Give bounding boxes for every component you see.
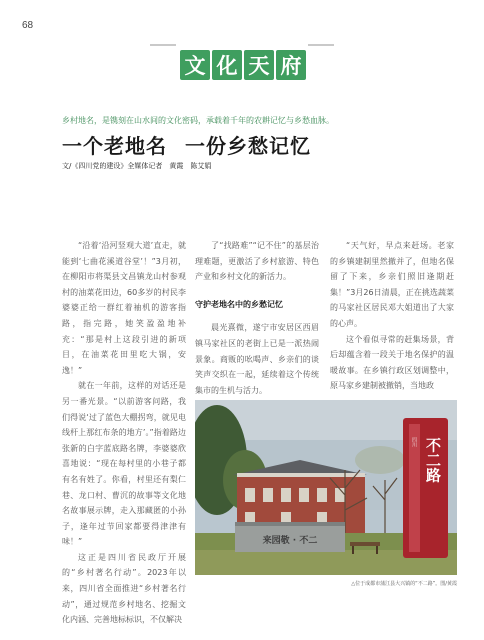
paragraph: “天气好，早点来赶场。老家的乡镇建制里然撤并了，但地名保留了下来，乡亲们照旧逢期赶集！”3月26日清晨，正在挑选蔬菜的马家社区居民邓大姐道出了大家的心声。 [330, 241, 454, 328]
banner-rule-left [150, 44, 176, 46]
title-part-1: 一个老地名 [62, 134, 167, 158]
banner-char: 天 [244, 50, 274, 80]
text-column-1 [62, 238, 186, 628]
banner-rule-right [308, 44, 334, 46]
sign-small-text: 四川 [411, 437, 417, 447]
article-photo [195, 400, 457, 575]
photo-caption: △位于成都市蒲江县大兴镇的“不二路”。图/黄霞 [351, 581, 457, 587]
page-number: 68 [22, 20, 34, 31]
paragraph: 晨光熹微，遂宁市安居区西眉镇马家社区的老街上已是一派热闹景象。商贩的吆喝声、乡亲们的谈笑声交织在一起，延续着这个传统集市的生机与活力。 [195, 323, 319, 395]
section-banner [180, 50, 308, 80]
article-title [62, 130, 311, 159]
title-part-2: 一份乡愁记忆 [185, 134, 311, 158]
banner-char: 府 [276, 50, 306, 80]
banner-char: 文 [180, 50, 210, 80]
wall-sign-text: 来园敬 · 不二 [262, 536, 318, 546]
street-scene-illustration [195, 400, 457, 575]
text-column-3 [330, 238, 454, 394]
banner-char: 化 [212, 50, 242, 80]
sign-road-name: 不二路 [424, 437, 442, 483]
article-intro: 乡村地名，是镌刻在山水间的文化密码，承载着千年的农耕记忆与乡愁血脉。 [62, 116, 334, 125]
paragraph: 了“找路难”“记不住”的基层治理难题，更激活了乡村旅游、特色产业和乡村文化的新活力。 [195, 241, 319, 282]
byline: 文/《四川党的建设》全媒体记者 黄霞 陈艾娟 [62, 162, 212, 170]
paragraph: 就在一年前，这样的对话还是另一番光景。“以前游客问路，我们得说‘过了蓝色大棚拐弯，就见电线杆上那红布条的地方’。”指着路边张新的白字蓝底路名牌，李婆婆欣喜地说：“现在每村里的小巷子都有名有姓了。你看，村里还有梨仁巷、龙口村、曹沉的故事等文化地名故事展示牌，走入那藏匿的小孙子，逢年过节回家都要得津津有味！” [62, 381, 186, 547]
paragraph: “沿着‘沿河竖观大道’直走，就能到‘七曲花溪道谷堂’！”3月初，在柳阳市将渠县文昌镇龙山村参观村的油菜花田边，60多岁的村民李婆婆正给一群红着袖机的游客指路，指完路，她笑盈盈地补充：“那是村上这段引进的新项目，在油菜花田里吃大锅，安逸！” [62, 241, 186, 375]
paragraph: 这正是四川省民政厅开展的“乡村著名行动”。2023年以来，四川省全面推进“乡村著名行动”，通过规范乡村地名、挖掘文化内涵、完善地标标识，不仅解决 [62, 552, 186, 625]
text-column-2 [195, 238, 319, 398]
section-subheading: 守护老地名中的乡愁记忆 [195, 299, 283, 309]
paragraph: 这个看似寻常的赶集场景，背后却蕴含着一段关于地名保护的温暖故事。在乡镇行政区划调整中，原马家乡建制被撤销，当地政 [330, 334, 454, 391]
